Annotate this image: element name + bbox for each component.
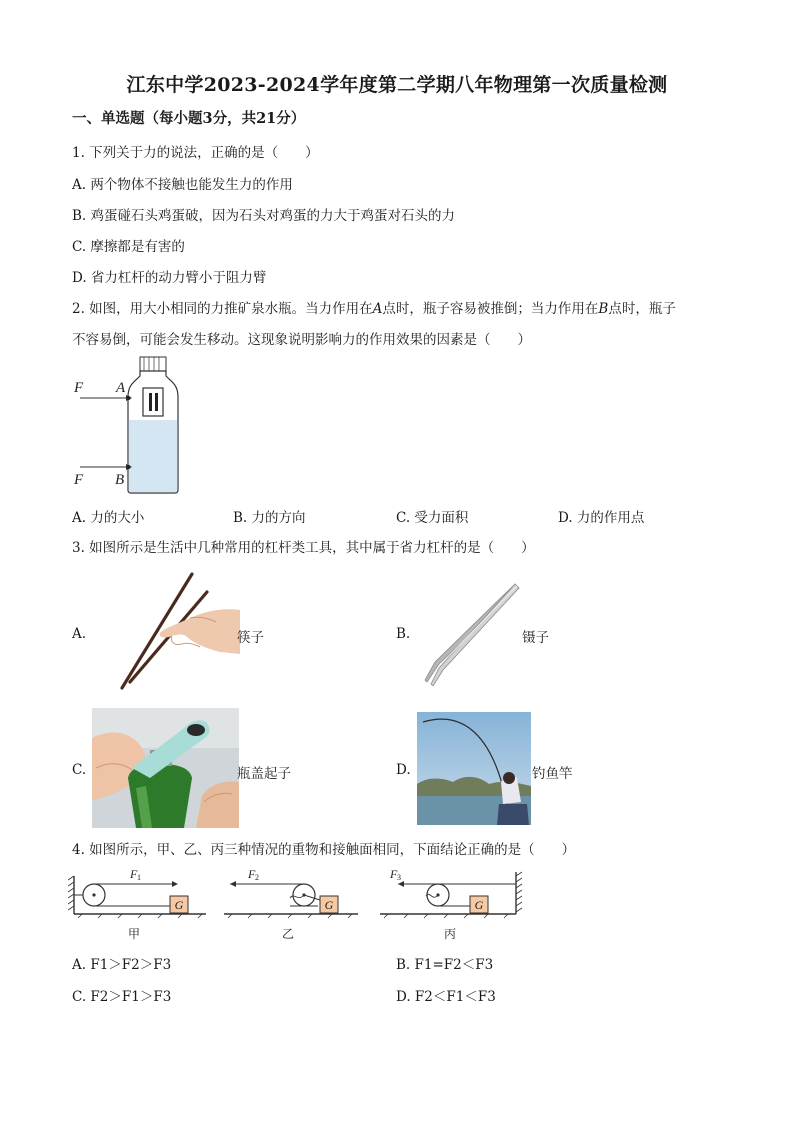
q3-option-c-letter: C.: [72, 762, 87, 778]
q3-option-d-letter: D.: [396, 762, 411, 778]
caption-bing: 丙: [443, 927, 457, 941]
q3-option-a-letter: A.: [72, 626, 87, 642]
q2-stem-part: 点时，瓶子容易被推倒；当力作用在: [382, 301, 599, 317]
force-f1-label: F: [130, 867, 138, 881]
weight-label: G: [174, 898, 184, 912]
q1-stem: 1. 下列关于力的说法，正确的是（ ）: [72, 145, 319, 161]
force-f2-label: F: [248, 867, 256, 881]
q3-stem: 3. 如图所示是生活中几种常用的杠杆类工具，其中属于省力杠杆的是（ ）: [72, 540, 535, 556]
point-b-label: B: [115, 472, 125, 488]
force-label-top: F: [74, 380, 84, 396]
q4-option-c: C. F2＞F1＞F3: [72, 989, 172, 1005]
fishing-rod-photo: [417, 712, 531, 825]
q1-option-b: B. 鸡蛋碰石头鸡蛋破，因为石头对鸡蛋的力大于鸡蛋对石头的力: [72, 208, 456, 224]
pulley-setup-yi: [224, 867, 358, 941]
force-f3-label: F: [390, 867, 398, 881]
q2-stem-line2: 不容易倒，可能会发生移动。这现象说明影响力的作用效果的因素是（ ）: [72, 332, 531, 348]
q4-option-a: A. F1＞F2＞F3: [72, 957, 172, 973]
point-a-label: A: [116, 380, 126, 396]
q4-option-d: D. F2＜F1＜F3: [396, 989, 496, 1005]
pulley-setup-bing: [380, 867, 522, 941]
force-f3-subscript: 3: [397, 873, 401, 882]
q3-option-b-label: 镊子: [522, 630, 549, 646]
q2-option-b: B. 力的方向: [233, 510, 306, 526]
q1-option-a: A. 两个物体不接触也能发生力的作用: [72, 177, 293, 193]
q3-option-c-label: 瓶盖起子: [237, 766, 291, 782]
bottle-opener-photo: [92, 708, 239, 828]
q2-point-a: A: [372, 301, 383, 317]
section-heading: 一、单选题（每小题3分，共21分）: [72, 110, 306, 127]
q3-option-a-label: 筷子: [237, 630, 264, 646]
pulley-figure: [68, 862, 528, 946]
weight-label: G: [474, 898, 484, 912]
q2-option-a: A. 力的大小: [72, 510, 145, 526]
q3-option-d-label: 钓鱼竿: [532, 766, 573, 782]
caption-yi: 乙: [281, 927, 295, 941]
q2-option-d: D. 力的作用点: [558, 510, 645, 526]
pulley-setup-jia: [68, 867, 206, 941]
q4-option-b: B. F1=F2＜F3: [396, 957, 494, 973]
q1-option-d: D. 省力杠杆的动力臂小于阻力臂: [72, 270, 267, 286]
q2-point-b: B: [598, 301, 609, 317]
q3-option-b-letter: B.: [396, 626, 411, 642]
caption-jia: 甲: [127, 927, 141, 941]
q2-stem-part: 2. 如图，用大小相同的力推矿泉水瓶。当力作用在: [72, 301, 373, 317]
chopsticks-image: [112, 570, 240, 692]
tweezers-image: [415, 578, 525, 686]
force-f2-subscript: 2: [255, 873, 259, 882]
q1-option-c: C. 摩擦都是有害的: [72, 239, 185, 255]
bottle-figure: [70, 352, 190, 497]
force-label-bottom: F: [74, 472, 84, 488]
weight-label: G: [324, 898, 334, 912]
page-title: 江东中学2023-2024学年度第二学期八年物理第一次质量检测: [126, 74, 668, 96]
force-f1-subscript: 1: [137, 873, 141, 882]
q2-stem-part: 点时，瓶子: [608, 301, 676, 317]
q2-stem-line1: [72, 297, 676, 317]
q2-option-c: C. 受力面积: [396, 510, 469, 526]
q4-stem: 4. 如图所示，甲、乙、丙三种情况的重物和接触面相同，下面结论正确的是（ ）: [72, 842, 576, 858]
